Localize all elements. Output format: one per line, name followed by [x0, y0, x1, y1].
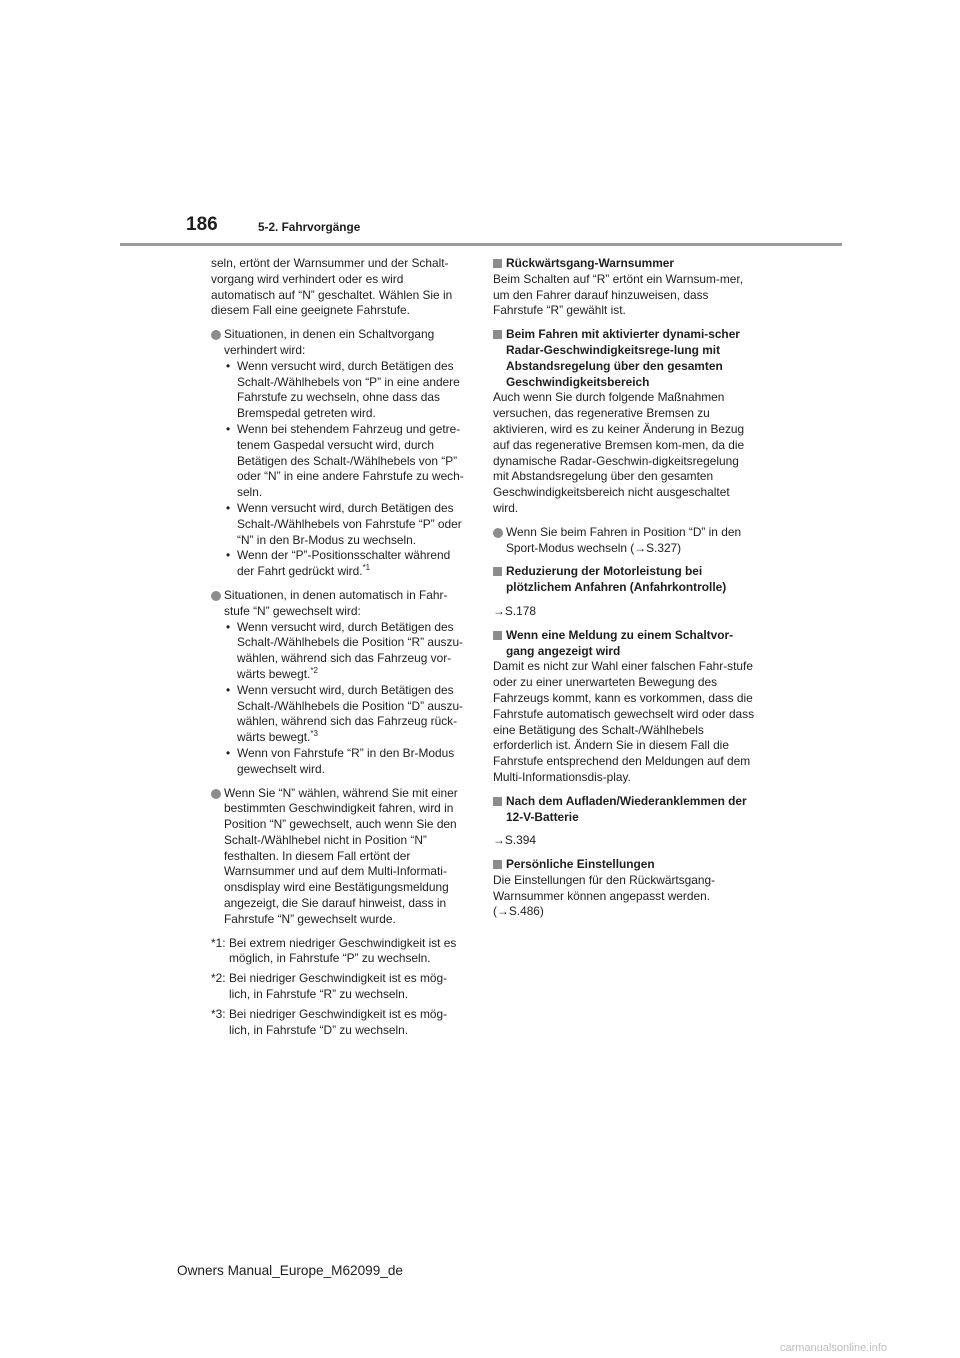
- section-shift-message: [493, 628, 755, 786]
- bullet-dot-icon: [211, 591, 221, 601]
- bullet-sport-mode: [493, 525, 755, 557]
- section-personal-settings: [493, 857, 755, 920]
- section-radar-cruise: [493, 327, 755, 556]
- section-text: Die Einstellungen für den Rückwärtsgang-Warnsummer können angepasst werden. (→S.486): [493, 872, 716, 919]
- list-item: • Wenn versucht wird, durch Betätigen des Schalt-/Wählhebels die Position “R” auszu-wählen, während sich das Fahrzeug vor-wärts bewegt.$^{*2}$: [226, 619, 464, 681]
- section-title: 5-2. Fahrvorgänge: [258, 220, 361, 234]
- square-bullet-icon: [493, 330, 502, 339]
- page-reference: →S.394: [493, 833, 536, 848]
- list-item: • Wenn der “P”-Positionsschalter während der Fahrt gedrückt wird.$^{*1}$: [226, 548, 451, 579]
- list-item: • Wenn versucht wird, durch Betätigen des Schalt-/Wählhebels von “P” in eine andere Fahrstufe zu wechseln, ohne dass das Bremspedal getreten wird.: [226, 358, 460, 421]
- section-reverse-buzzer: [493, 256, 755, 319]
- square-bullet-icon: [493, 797, 502, 806]
- section-heading: Persönliche Einstellungen: [506, 857, 655, 872]
- square-bullet-icon: [493, 259, 502, 268]
- square-bullet-icon: [493, 631, 502, 640]
- footnote: *3: Bei niedriger Geschwindigkeit ist es mög-lich, in Fahrstufe “D” zu wechseln.: [211, 1006, 448, 1037]
- section-heading: Beim Fahren mit aktivierter dynami-scher Radar-Geschwindigkeitsrege-lung mit Abstandsregelung über den gesamten Geschwindigkeitsbereich: [506, 327, 740, 389]
- section-launch-control: [493, 564, 755, 619]
- bullet-text: Wenn Sie “N” wählen, während Sie mit einer bestimmten Geschwindigkeit fahren, wird in Position “N” gewechselt, auch wenn Sie den Schalt-/Wählhebel nicht in Position “N” festhalten. In diesem Fall ertönt der Warnsummer und auf dem Multi-Informati-onsdisplay wird eine Bestätigungsmeldung angezeigt, die Sie darauf hinweist, dass in Fahrstufe “N” gewechselt wurde.: [224, 785, 458, 926]
- bullet-title: Situationen, in denen automatisch in Fahr-stufe “N” gewechselt wird:: [224, 587, 448, 618]
- watermark: carmanualsonline.info: [780, 1342, 888, 1354]
- section-heading: Wenn eine Meldung zu einem Schaltvor-gang angezeigt wird: [506, 627, 734, 658]
- page-number: 186: [186, 214, 218, 235]
- square-bullet-icon: [493, 860, 502, 869]
- section-heading: Reduzierung der Motorleistung bei plötzlichem Anfahren (Anfahrkontrolle): [506, 564, 727, 595]
- bullet-dot-icon: [211, 789, 221, 799]
- bullet-dot-icon: [211, 330, 221, 340]
- footnote-ref: *2: [310, 665, 318, 675]
- section-battery: [493, 794, 755, 849]
- square-bullet-icon: [493, 567, 502, 576]
- bullet-auto-neutral: [211, 588, 468, 778]
- bullet-shift-prevented: [211, 327, 468, 580]
- bullet-dot-icon: [493, 528, 503, 538]
- intro-paragraph: seln, ertönt der Warnsummer und der Schalt-vorgang wird verhindert oder es wird automatisch auf “N” geschaltet. Wählen Sie in diesem Fall eine geeignete Fahrstufe.: [211, 256, 453, 318]
- footnote: *2: Bei niedriger Geschwindigkeit ist es mög-lich, in Fahrstufe “R” zu wechseln.: [211, 971, 448, 1002]
- footnote-ref: *1: [362, 563, 371, 573]
- footnote-ref: *3: [310, 729, 318, 739]
- bullet-text: Wenn Sie beim Fahren in Position “D” in den Sport-Modus wechseln (→S.327): [506, 524, 742, 555]
- list-item: • Wenn bei stehendem Fahrzeug und getre-tenem Gaspedal versucht wird, durch Betätigen des Schalt-/Wählhebels von “P” oder “N” in eine andere Fahrstufe zu wech-seln.: [226, 421, 464, 500]
- list-item: • Wenn versucht wird, durch Betätigen des Schalt-/Wählhebels die Position “D” auszu-wählen, während sich das Fahrzeug rück-wärts bewegt.$^{*3}$: [226, 682, 464, 745]
- footnote: *1: Bei extrem niedriger Geschwindigkeit ist es möglich, in Fahrstufe “P” zu wechseln.: [211, 935, 457, 966]
- list-item: • Wenn von Fahrstufe “R” in den Br-Modus gewechselt wird.: [226, 745, 455, 776]
- section-text: Damit es nicht zur Wahl einer falschen Fahr-stufe oder zu einer unerwarteten Bewegung des Fahrzeugs kommt, kann es vorkommen, dass die Fahrstufe automatisch gewechselt wird oder dass eine Betätigung des Schalt-/Wählhebels erforderlich ist. Ändern Sie in diesem Fall die Fahrstufe entsprechend den Meldungen auf dem Multi-Informationsdis-play.: [493, 659, 755, 784]
- footer-text: Owners Manual_Europe_M62099_de: [177, 1263, 403, 1278]
- section-text: Beim Schalten auf “R” ertönt ein Warnsum-mer, um den Fahrer darauf hinzuweisen, dass Fahrstufe “R” gewählt ist.: [493, 271, 744, 318]
- left-column: [211, 256, 468, 1042]
- page-reference: →S.178: [493, 603, 536, 618]
- bullet-title: Situationen, in denen ein Schaltvorgang verhindert wird:: [224, 327, 435, 357]
- section-heading: Nach dem Aufladen/Wiederanklemmen der 12-V-Batterie: [506, 793, 747, 824]
- list-item: • Wenn versucht wird, durch Betätigen des Schalt-/Wählhebels von Fahrstufe “P” oder “N” in den Br-Modus zu wechseln.: [226, 500, 462, 547]
- section-text: Auch wenn Sie durch folgende Maßnahmen versuchen, das regenerative Bremsen zu aktivieren, wird es zu keiner Änderung in Bezug auf das regenerative Bremsen kom-men, da die dynamische Radar-Geschwin-digkeitsregelung mit Abstandsregelung über den gesamten Geschwindigkeitsbereich nicht ausgeschaltet wird.: [493, 390, 745, 515]
- section-heading: Rückwärtsgang-Warnsummer: [506, 256, 675, 270]
- header-rule: [120, 243, 842, 246]
- bullet-select-n: [211, 786, 468, 928]
- right-column: [493, 256, 755, 928]
